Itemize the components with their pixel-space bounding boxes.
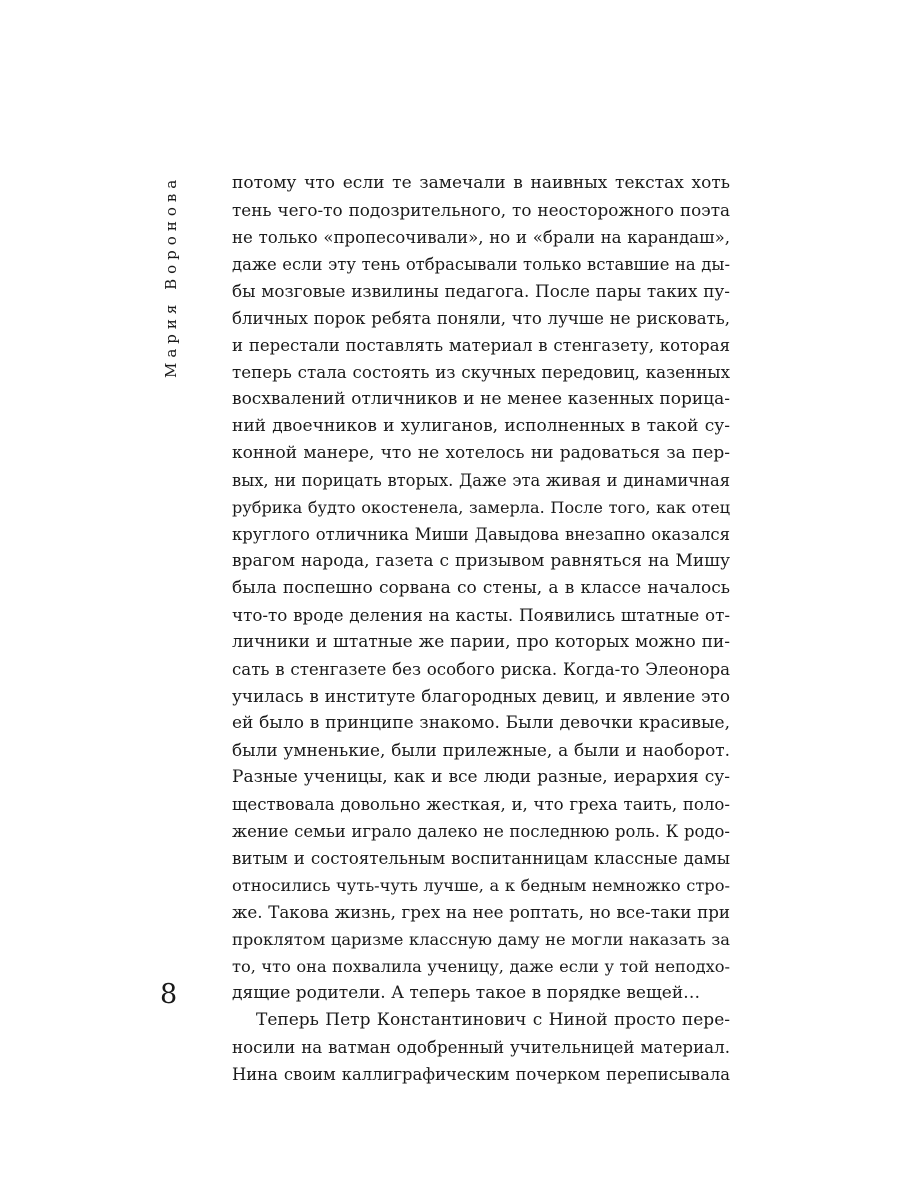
text-line: сать в стенгазете без особого риска. Когда-то Элеонора (232, 660, 730, 679)
running-head-author: Мария Воронова (162, 174, 180, 378)
text-line: же. Такова жизнь, грех на нее роптать, но все-таки при (232, 902, 730, 922)
text-line: проклятом царизме классную даму не могли наказать за (232, 930, 730, 949)
text-line: Разные ученицы, как и все люди разные, иерархия су- (232, 767, 730, 787)
text-line: жение семьи играло далеко не последнюю роль. К родо- (232, 822, 730, 841)
text-line: витым и состоятельным воспитанницам классные дамы (232, 849, 730, 868)
text-line: врагом народа, газета с призывом равняться на Мишу (232, 551, 730, 571)
text-line: и перестали поставлять материал в стенгазету, которая (232, 336, 730, 355)
text-line: ей было в принципе знакомо. Были девочки красивые, (232, 713, 730, 733)
text-line: вых, ни порицать вторых. Даже эта живая и динамичная (232, 471, 730, 490)
text-line: бличных порок ребята поняли, что лучше не рисковать, (232, 309, 730, 328)
text-line: конной манере, что не хотелось ни радоваться за пер- (232, 443, 730, 463)
text-line: ществовала довольно жесткая, и, что греха таить, поло- (232, 795, 730, 814)
text-line: теперь стала состоять из скучных передовиц, казенных (232, 363, 730, 382)
body-text (232, 170, 730, 1088)
text-line: рубрика будто окостенела, замерла. После того, как отец (232, 498, 730, 517)
text-line: что-то вроде деления на касты. Появились штатные от- (232, 605, 730, 625)
text-line: восхвалений отличников и не менее казенных порица- (232, 389, 730, 409)
text-line: тень чего-то подозрительного, то неосторожного поэта (232, 200, 730, 220)
text-line: бы мозговые извилины педагога. После пары таких пу- (232, 281, 730, 301)
text-line: были умненькие, были прилежные, а были и наоборот. (232, 740, 730, 760)
text-line: была поспешно сорвана со стены, а в классе началось (232, 578, 730, 598)
text-line: Теперь Петр Константинович с Ниной просто пере- (256, 1010, 730, 1030)
text-line: даже если эту тень отбрасывали только вставшие на ды- (232, 255, 730, 274)
text-line: носили на ватман одобренный учительницей материал. (232, 1038, 730, 1057)
text-line: относились чуть-чуть лучше, а к бедным немножко стро- (232, 876, 730, 895)
text-line: то, что она похвалила ученицу, даже если у той неподхо- (232, 957, 730, 976)
text-line: ний двоечников и хулиганов, исполненных в такой су- (232, 416, 730, 436)
text-line: дящие родители. А теперь такое в порядке вещей… (232, 983, 701, 1003)
text-line: круглого отличника Миши Давыдова внезапно оказался (232, 525, 730, 544)
text-line: Нина своим каллиграфическим почерком переписывала (232, 1065, 730, 1084)
text-line: потому что если те замечали в наивных текстах хоть (232, 173, 730, 193)
text-line: не только «пропесочивали», но и «брали на карандаш», (232, 228, 730, 247)
text-line: училась в институте благородных девиц, и явление это (232, 686, 730, 706)
page-number: 8 (160, 979, 178, 1010)
text-line: личники и штатные же парии, про которых можно пи- (232, 632, 730, 652)
